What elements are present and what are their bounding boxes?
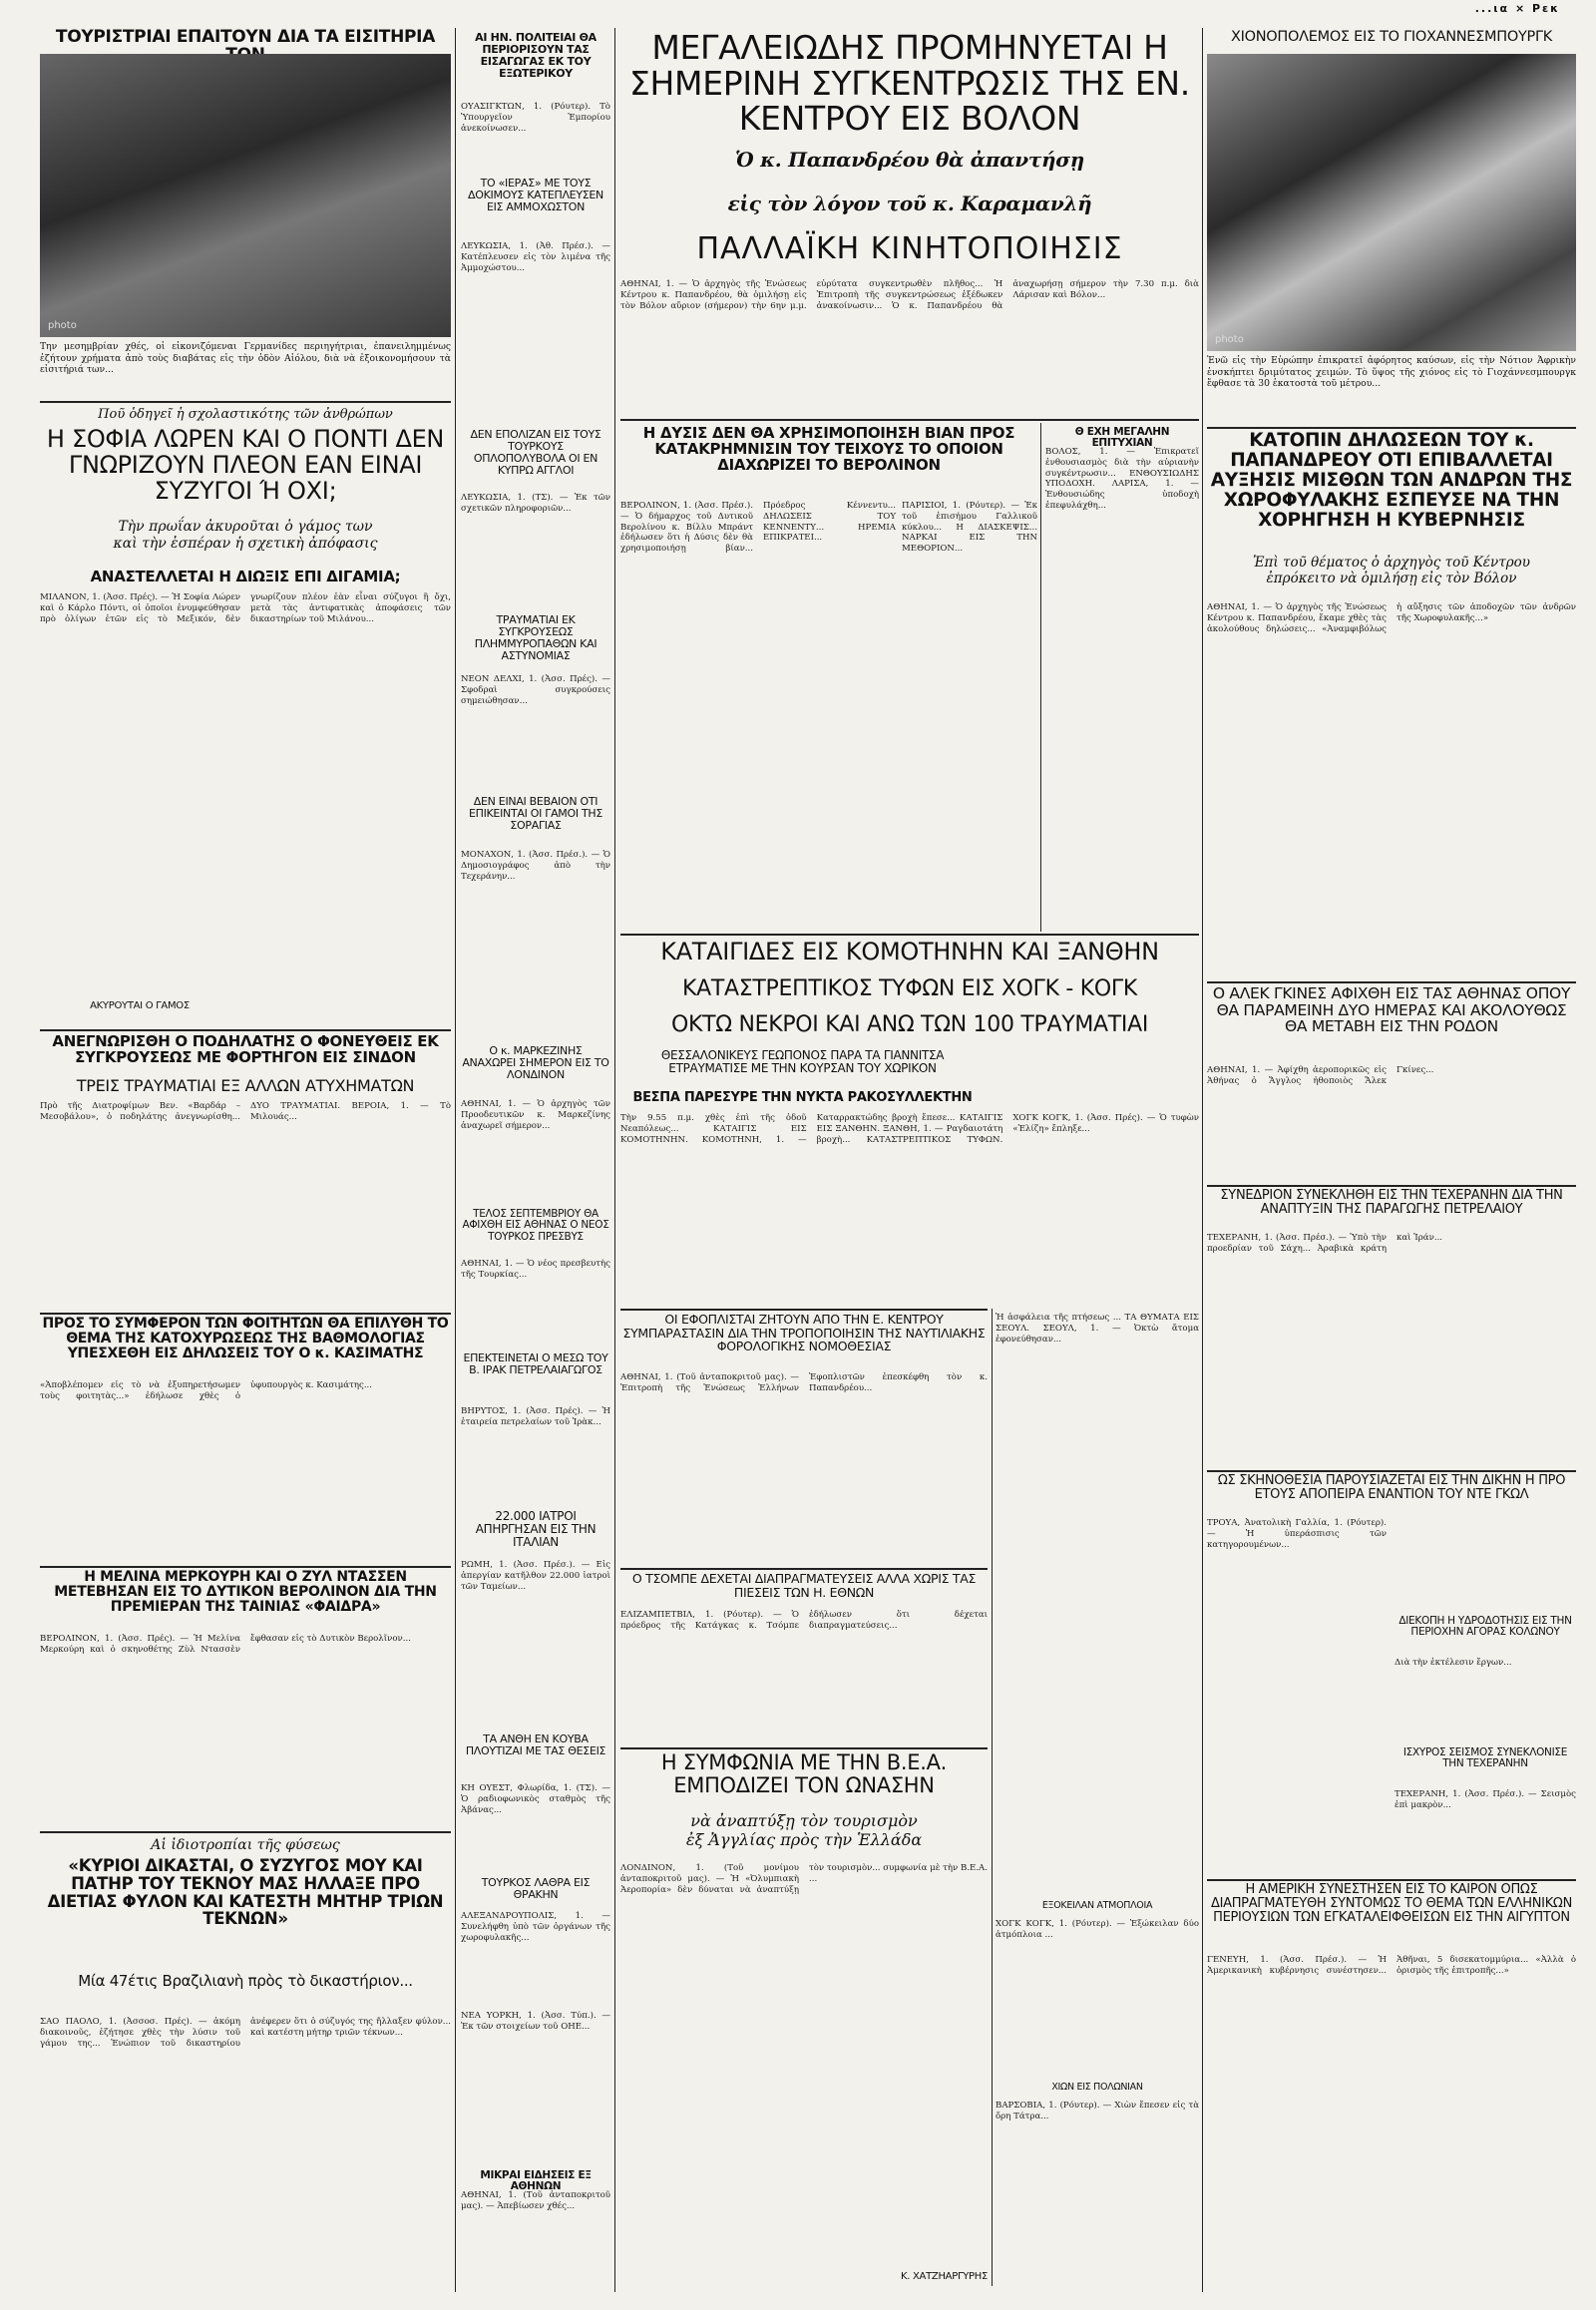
melina-article-body: ΒΕΡΟΛΙΝΟΝ, 1. (Ἀσσ. Πρές). — Ἡ Μελίνα Μερκούρη καὶ ὁ σκηνοθέτης Ζὺλ Ντασσὲν ἔφθασαν εἰς τὸ Δυτικὸν Βερολῖνον...: [40, 1634, 411, 1655]
tshombe-body: ΕΛΙΖΑΜΠΕΤΒΙΛ, 1. (Ρόυτερ). — Ὁ πρόεδρος τῆς Κατάγκας κ. Τσόμπε ἐδήλωσεν ὅτι δέχεται διαπραγματεύσεις...: [620, 1610, 988, 1631]
sofia-title: Η ΣΟΦΙΑ ΛΩΡΕΝ ΚΑΙ Ο ΠΟΝΤΙ ΔΕΝ ΓΝΩΡΙΖΟΥΝ ΠΛΕΟΝ ΕΑΝ ΕΙΝΑΙ ΣΥΖΥΓΟΙ Ή ΟΧΙ;: [46, 425, 445, 505]
snow-body: ΒΑΡΣΟΒΙΑ, 1. (Ρόυτερ). — Χιὼν ἔπεσεν εἰς τὰ ὄρη Τάτρα...: [996, 2101, 1199, 2121]
storms-article-body: Τὴν 9.55 π.μ. χθὲς ἐπὶ τῆς ὁδοῦ Νεαπόλεως... ΚΑΤΑΙΓΙΣ ΕΙΣ ΚΟΜΟΤΗΝΗΝ. ΚΟΜΟΤΗΝΗ, 1. — Καταρρακτώδης βροχὴ ἔπεσε... ΚΑΤΑΙΓΙΣ ΕΙΣ ΞΑΝΘΗΝ. ΞΑΝΘΗ, 1. — Ραγδαιοτάτη βροχὴ... ΚΑΤΑΣΤΡΕΠΤΙΚΟΣ ΤΥΦΩΝ. ΧΟΓΚ ΚΟΓΚ, 1. (Ἀσσ. Πρές). — Ὁ τυφὼν «Ἐλίζη» ἔπληξε...: [620, 1113, 1199, 1145]
corner-mark: ...ια ⨯ Ρεκ: [1474, 2, 1560, 15]
photo-caption-tourists: Την μεσημβρίαν χθές, οἱ εἰκονιζόμεναι Γερμανίδες περιηγήτριαι, ἐπανειλημμένως ἐζήτουν χρήματα ἀπὸ τοὺς διαβάτας εἰς τὴν ὁδὸν Αἰόλου, διὰ νὰ ἐξοικονομήσουν τὰ εἰσιτήριά των...: [40, 341, 451, 375]
police-title: ΚΑΤΟΠΙΝ ΔΗΛΩΣΕΩΝ ΤΟΥ κ. ΠΑΠΑΝΔΡΕΟΥ ΟΤΙ ΕΠΙΒΑΛΛΕΤΑΙ ΑΥΞΗΣΙΣ ΜΙΣΘΩΝ ΤΩΝ ΑΝΔΡΩΝ ΤΗΣ ΧΩΡΟΦΥΛΑΚΗΣ ΕΣΠΕΥΣΕ ΝΑ ΤΗΝ ΧΟΡΗΓΗΣΗ Η ΚΥΒΕΡΝΗΣΙΣ: [1210, 430, 1573, 531]
sofia-article-body: ΜΙΛΑΝΟΝ, 1. (Ἀσσ. Πρές). — Ἡ Σοφία Λώρεν καὶ ὁ Κάρλο Πόντι, οἱ ὁποῖοι ἐνυμφεύθησαν πρὸ ὀλίγων ἐτῶν εἰς τὸ Μεξικόν, δὲν γνωρίζουν πλέον ἐὰν εἶναι σύζυγοι ἢ ὄχι, μετὰ τὰς ἀντιφατικὰς ἀποφάσεις τῶν δικαστηρίων τοῦ Μιλάνου...: [40, 592, 451, 624]
cyprus-title: ΔΕΝ ΕΠΟΛΙΖΑΝ ΕΙΣ ΤΟΥΣ ΤΟΥΡΚΟΥΣ ΟΠΛΟΠΟΛΥΒΟΛΑ ΟΙ ΕΝ ΚΥΠΡΩ ΑΓΓΛΟΙ: [470, 428, 601, 477]
students-article-body: «Ἀποβλέπομεν εἰς τὸ νὰ ἐξυπηρετήσωμεν τοὺς φοιτητὰς...» ἐδήλωσε χθὲς ὁ ὑφυπουργὸς κ. Κασιμάτης...: [40, 1380, 373, 1401]
sofia-end-heading: ΑΚΥΡΟΥΤΑΙ Ο ΓΑΜΟΣ: [90, 1000, 190, 1011]
quake-title: ΙΣΧΥΡΟΣ ΣΕΙΣΜΟΣ ΣΥΝΕΚΛΟΝΙΣΕ ΤΗΝ ΤΕΧΕΡΑΝΗΝ: [1402, 1746, 1568, 1770]
onassis-signature: Κ. ΧΑΤΖΗΑΡΓΥΡΗΣ: [900, 2271, 988, 2282]
ambassador-body: ΑΘΗΝΑΙ, 1. — Ὁ νέος πρεσβευτὴς τῆς Τουρκίας...: [461, 1259, 610, 1280]
egypt-body: ΓΕΝΕΥΗ, 1. (Ἀσσ. Πρέσ.). — Ἡ Ἀμερικανικὴ κυβέρνησις συνέστησεν... Ἀθῆναι, 5 δισεκατομμύρια... «Ἀλλὰ ὁ ὁρισμὸς τῆς ἐπιτροπῆς...»: [1207, 1955, 1576, 1976]
pipeline-body: ΒΗΡΥΤΟΣ, 1. (Ἀσσ. Πρές). — Ἡ ἑταιρεία πετρελαίων τοῦ Ἰρὰκ...: [461, 1406, 610, 1427]
storms-subtitle-2: ΟΚΤΩ ΝΕΚΡΟΙ ΚΑΙ ΑΝΩ ΤΩΝ 100 ΤΡΑΥΜΑΤΙΑΙ: [670, 1012, 1149, 1037]
storms-kicker-2: ΒΕΣΠΑ ΠΑΡΕΣΥΡΕ ΤΗΝ ΝΥΚΤΑ ΡΑΚΟΣΥΛΛΕΚΤΗΝ: [632, 1090, 973, 1105]
degaulle-body: ΤΡΟΥΑ, Ἀνατολικὴ Γαλλία, 1. (Ρόυτερ). — Ἡ ὑπεράσπισις τῶν κατηγορουμένων...: [1207, 1518, 1387, 1550]
cyprus-body: ΛΕΥΚΩΣΙΑ, 1. (ΤΣ). — Ἐκ τῶν σχετικῶν πληροφοριῶν...: [461, 493, 610, 514]
import-body: ΟΥΑΣΙΓΚΤΩΝ, 1. (Ρόυτερ). Τὸ Ὑπουργεῖον Ἐμπορίου ἀνεκοίνωσεν...: [461, 102, 610, 134]
brazil-article-body: ΣΑΟ ΠΑΟΛΟ, 1. (Ἀσσοσ. Πρές). — ἀκόμη διακοινοῦς, ἐζήτησε χθὲς τὴν λύσιν τοῦ γάμου της... Ἐνώπιον τοῦ δικαστηρίου ἀνέφερεν ὅτι ὁ σύζυγός της ἤλλαξεν φύλον... καὶ κατέστη μήτηρ τριῶν τέκνων...: [40, 2017, 451, 2049]
gold-body: ΑΛΕΞΑΝΔΡΟΥΠΟΛΙΣ, 1. — Συνελήφθη ὑπὸ τῶν ὀργάνων τῆς χωροφυλακῆς...: [461, 1911, 610, 1943]
ships-title: ΕΞΟΚΕΙΛΑΝ ΑΤΜΟΠΛΟΙΑ: [1041, 1900, 1153, 1911]
onassis-title: Η ΣΥΜΦΩΝΙΑ ΜΕ ΤΗΝ Β.Ε.Α. ΕΜΠΟΔΙΖΕΙ ΤΟΝ ΩΝΑΣΗΝ: [660, 1750, 948, 1797]
wounded-body: ΝΕΟΝ ΔΕΛΧΙ, 1. (Ἀσσ. Πρές). — Σφοδραὶ συγκρούσεις σημειώθησαν...: [461, 674, 610, 706]
photo-tourists: photo: [40, 54, 451, 337]
bike-subtitle: ΤΡΕΙΣ ΤΡΑΥΜΑΤΙΑΙ ΕΞ ΑΛΛΩΝ ΑΤΥΧΗΜΑΤΩΝ: [76, 1076, 415, 1095]
party-title: Θ ΕΧΗ ΜΕΓΑΛΗΝ ΕΠΙΤΥΧΙΑΝ: [1074, 426, 1170, 450]
shipowners-title: ΟΙ ΕΦΟΠΛΙΣΤΑΙ ΖΗΤΟΥΝ ΑΠΟ ΤΗΝ Ε. ΚΕΝΤΡΟΥ ΣΥΜΠΑΡΑΣΤΑΣΙΝ ΔΙΑ ΤΗΝ ΤΡΟΠΟΠΟΙΗΣΙΝ ΤΗΣ ΝΑΥΤΙΛΙΑΚΗΣ ΦΟΡΟΛΟΓΙΚΗΣ ΝΟΜΟΘΕΣΙΑΣ: [622, 1312, 986, 1353]
ny-body: ΝΕΑ ΥΟΡΚΗ, 1. (Ἀσσ. Τύπ.). — Ἐκ τῶν στοιχείων τοῦ ΟΗΕ...: [461, 2011, 610, 2032]
main-banner: ΠΑΛΛΑΪΚΗ ΚΙΝΗΤΟΠΟΙΗΣΙΣ: [696, 231, 1123, 266]
brazil-title: «ΚΥΡΙΟΙ ΔΙΚΑΣΤΑΙ, Ο ΣΥΖΥΓΟΣ ΜΟΥ ΚΑΙ ΠΑΤΗΡ ΤΟΥ ΤΕΚΝΟΥ ΜΑΣ ΗΛΛΑΞΕ ΠΡΟ ΔΙΕΤΙΑΣ ΦΥΛΟΝ ΚΑΙ ΚΑΤΕΣΤΗ ΜΗΤΗΡ ΤΡΙΩΝ ΤΕΚΝΩΝ»: [47, 1856, 444, 1929]
berlin-article-body: ΒΕΡΟΛΙΝΟΝ, 1. (Ἀσσ. Πρέσ.). — Ὁ δήμαρχος τοῦ Δυτικοῦ Βερολίνου κ. Βίλλυ Μπράντ ἐδήλωσεν ὅτι ἡ Δύσις δὲν θὰ χρησιμοποιήσῃ βίαν... Πρόεδρος Κέννεντυ... ΔΗΛΩΣΕΙΣ ΤΟΥ ΚΕΝΝΕΝΤΥ... ΗΡΕΜΙΑ ΕΠΙΚΡΑΤΕΙ...: [620, 501, 896, 555]
doctors-body: ΡΩΜΗ, 1. (Ἀσσ. Πρέσ.). — Εἰς ἀπεργίαν κατῆλθον 22.000 ἰατροὶ τῶν Ταμείων...: [461, 1560, 610, 1592]
egypt-title: Η ΑΜΕΡΙΚΗ ΣΥΝΕΣΤΗΣΕΝ ΕΙΣ ΤΟ ΚΑΙΡΟΝ ΟΠΩΣ ΔΙΑΠΡΑΓΜΑΤΕΥΘΗ ΣΥΝΤΟΜΩΣ ΤΟ ΘΕΜΑ ΤΩΝ ΕΛΛΗΝΙΚΩΝ ΠΕΡΙΟΥΣΙΩΝ ΤΩΝ ΕΓΚΑΤΑΛΕΙΦΘΕΙΣΩΝ ΕΙΣ ΤΗΝ ΑΙΓΥΠΤΟΝ: [1210, 1882, 1572, 1926]
snowfight-photo-title: ΧΙΟΝΟΠΟΛΕΜΟΣ ΕΙΣ ΤΟ ΓΙΟΧΑΝΝΕΣΜΠΟΥΡΓΚ: [1231, 29, 1552, 45]
degaulle-title: ΩΣ ΣΚΗΝΟΘΕΣΙΑ ΠΑΡΟΥΣΙΑΖΕΤΑΙ ΕΙΣ ΤΗΝ ΔΙΚΗΝ Η ΠΡΟ ΕΤΟΥΣ ΑΠΟΠΕΙΡΑ ΕΝΑΝΤΙΟΝ ΤΟΥ ΝΤΕ ΓΚΩΛ: [1217, 1473, 1566, 1503]
makarios-body: ΑΘΗΝΑΙ, 1. — Ὁ ἀρχηγὸς τῶν Προοδευτικῶν κ. Μαρκεζίνης ἀναχωρεῖ σήμερον...: [461, 1099, 610, 1131]
weddings-title: ΔΕΝ ΕΙΝΑΙ ΒΕΒΑΙΟΝ ΟΤΙ ΕΠΙΚΕΙΝΤΑΙ ΟΙ ΓΑΜΟΙ ΤΗΣ ΣΟΡΑΓΙΑΣ: [468, 795, 603, 832]
weddings-body: ΜΟΝΑΧΟΝ, 1. (Ἀσσ. Πρέσ.). — Ὁ Δημοσιογράφος ἀπὸ τὴν Τεχεράνην...: [461, 850, 610, 882]
party-body: ΒΟΛΟΣ, 1. — Ἐπικρατεῖ ἐνθουσιασμὸς διὰ τὴν αὐριανὴν συγκέντρωσιν... ΕΝΘΟΥΣΙΩΔΗΣ ΥΠΟΔΟΧΗ. ΛΑΡΙΣΑ, 1. — Ἐνθουσιώδης ὑποδοχὴ ἐπεφυλάχθη...: [1045, 447, 1199, 512]
guinness-body: ΑΘΗΝΑΙ, 1. — Ἀφίχθη ἀεροπορικῶς εἰς Ἀθήνας ὁ Ἄγγλος ἠθοποιὸς Ἄλεκ Γκίνες...: [1207, 1065, 1434, 1086]
sacred-title: ΤΟ «ΙΕΡΑΣ» ΜΕ ΤΟΥΣ ΔΟΚΙΜΟΥΣ ΚΑΤΕΠΛΕΥΣΕΝ ΕΙΣ ΑΜΜΟΧΩΣΤΟΝ: [468, 177, 603, 213]
police-subtitles: Ἐπὶ τοῦ θέματος ὁ ἀρχηγὸς τοῦ Κέντρου ἐπρόκειτο νὰ ὁμιλήσῃ εἰς τὸν Βόλον: [1253, 555, 1530, 587]
onassis-subtitles: νὰ ἀναπτύξῃ τὸν τουρισμὸν ἐξ Ἀγγλίας πρὸς τὴν Ἑλλάδα: [685, 1811, 923, 1850]
wounded-title: ΤΡΑΥΜΑΤΙΑΙ ΕΚ ΣΥΓΚΡΟΥΣΕΩΣ ΠΛΗΜΜΥΡΟΠΑΘΩΝ ΚΑΙ ΑΣΤΥΝΟΜΙΑΣ: [474, 613, 598, 662]
sofia-kicker: Ποῦ ὁδηγεῖ ἡ σχολαστικότης τῶν ἀνθρώπων: [98, 407, 393, 422]
berlin-right-body: ΠΑΡΙΣΙΟΙ, 1. (Ρόυτερ). — Ἐκ τοῦ ἐπισήμου Γαλλικοῦ κύκλου... Η ΔΙΑΣΚΕΨΙΣ... ΝΑΡΚΑΙ ΕΙΣ ΤΗΝ ΜΕΘΟΡΙΟΝ...: [902, 501, 1037, 555]
quake-body: ΤΕΧΕΡΑΝΗ, 1. (Ἀσσ. Πρέσ.). — Σεισμὸς ἐπὶ μακρὸν...: [1395, 1789, 1576, 1810]
photo-snowfight: photo: [1207, 54, 1576, 351]
sofia-sub3: ΑΝΑΣΤΕΛΛΕΤΑΙ Η ΔΙΩΞΙΣ ΕΠΙ ΔΙΓΑΜΙΑ;: [90, 568, 401, 585]
small-news-body: ΑΘΗΝΑΙ, 1. (Τοῦ ἀνταποκριτοῦ μας). — Ἀπεβίωσεν χθές...: [461, 2190, 610, 2211]
ships-body: ΧΟΓΚ ΚΟΓΚ, 1. (Ρόυτερ). — Ἐξώκειλαν δύο ἀτμόπλοια ...: [996, 1919, 1199, 1940]
sofia-subtitles: Τὴν πρωΐαν ἀκυροῦται ὁ γάμος των καὶ τὴν ἑσπέραν ἡ σχετικὴ ἀπόφασις: [113, 519, 378, 552]
storms-continued-body: Ἡ ἀσφάλεια τῆς πτήσεως ... ΤΑ ΘΥΜΑΤΑ ΕΙΣ ΣΕΟΥΛ. ΣΕΟΥΛ, 1. — Ὀκτὼ ἄτομα ἐφονεύθησαν...: [996, 1313, 1199, 1345]
water-title: ΔΙΕΚΟΠΗ Η ΥΔΡΟΔΟΤΗΣΙΣ ΕΙΣ ΤΗΝ ΠΕΡΙΟΧΗΝ ΑΓΟΡΑΣ ΚΟΛΩΝΟΥ: [1398, 1615, 1572, 1639]
berlin-title: Η ΔΥΣΙΣ ΔΕΝ ΘΑ ΧΡΗΣΙΜΟΠΟΙΗΣΗ ΒΙΑΝ ΠΡΟΣ ΚΑΤΑΚΡΗΜΝΙΣΙΝ ΤΟΥ ΤΕΙΧΟΥΣ ΤΟ ΟΠΟΙΟΝ ΔΙΑΧΩΡΙΖΕΙ ΤΟ ΒΕΡΟΛΙΝΟΝ: [642, 424, 1015, 475]
police-body: ΑΘΗΝΑΙ, 1. — Ὁ ἀρχηγὸς τῆς Ἑνώσεως Κέντρου κ. Παπανδρέου, ἔκαμε χθὲς τὰς ἀκολούθους δηλώσεις... «Ἀναμφιβόλως ἡ αὔξησις τῶν ἀποδοχῶν τῶν ἀνδρῶν τῆς Χωροφυλακῆς...»: [1207, 602, 1576, 634]
small-news-title: ΜΙΚΡΑΙ ΕΙΔΗΣΕΙΣ ΕΞ ΑΘΗΝΩΝ: [480, 2169, 592, 2193]
brazil-subtitle: Μία 47έτις Βραζιλιανὴ πρὸς τὸ δικαστήριον...: [78, 1972, 413, 1990]
snow-title: ΧΙΩΝ ΕΙΣ ΠΟΛΩΝΙΑΝ: [1051, 2082, 1143, 2093]
students-title: ΠΡΟΣ ΤΟ ΣΥΜΦΕΡΟΝ ΤΩΝ ΦΟΙΤΗΤΩΝ ΘΑ ΕΠΙΛΥΘΗ ΤΟ ΘΕΜΑ ΤΗΣ ΚΑΤΟΧΥΡΩΣΕΩΣ ΤΗΣ ΒΑΘΜΟΛΟΓΙΑΣ ΥΠΕΣΧΕΘΗ ΕΙΣ ΔΗΛΩΣΕΙΣ ΤΟΥ Ο κ. ΚΑΣΙΜΑΤΗΣ: [42, 1316, 449, 1362]
tehran-title: ΣΥΝΕΔΡΙΟΝ ΣΥΝΕΚΛΗΘΗ ΕΙΣ ΤΗΝ ΤΕΧΕΡΑΝΗΝ ΔΙΑ ΤΗΝ ΑΝΑΠΤΥΞΙΝ ΤΗΣ ΠΑΡΑΓΩΓΗΣ ΠΕΤΡΕΛΑΙΟΥ: [1220, 1188, 1563, 1218]
shipowners-body: ΑΘΗΝΑΙ, 1. (Τοῦ ἀνταποκριτοῦ μας). — Ἐπιτροπὴ τῆς Ἑνώσεως Ἑλλήνων Ἐφοπλιστῶν ἐπεσκέφθη τὸν κ. Παπανδρέου...: [620, 1372, 988, 1393]
tehran-body: ΤΕΧΕΡΑΝΗ, 1. (Ἀσσ. Πρέσ.). — Ὑπὸ τὴν προεδρίαν τοῦ Σάχη... Ἀραβικὰ κράτη καὶ Ἰράν...: [1207, 1233, 1443, 1254]
makarios-title: Ο κ. ΜΑΡΚΕΖΙΝΗΣ ΑΝΑΧΩΡΕΙ ΣΗΜΕΡΟΝ ΕΙΣ ΤΟ ΛΟΝΔΙΝΟΝ: [462, 1044, 609, 1081]
main-subtitle-1: Ὁ κ. Παπανδρέου θὰ ἀπαντήσῃ: [735, 148, 1084, 172]
ambassador-title: ΤΕΛΟΣ ΣΕΠΤΕΜΒΡΙΟΥ ΘΑ ΑΦΙΧΘΗ ΕΙΣ ΑΘΗΝΑΣ Ο ΝΕΟΣ ΤΟΥΡΚΟΣ ΠΡΕΣΒΥΣ: [462, 1208, 609, 1243]
storms-kicker-1: ΘΕΣΣΑΛΟΝΙΚΕΥΣ ΓΕΩΠΟΝΟΣ ΠΑΡΑ ΤΑ ΓΙΑΝΝΙΤΣΑ ΕΤΡΑΥΜΑΤΙΣΕ ΜΕ ΤΗΝ ΚΟΥΡΣΑΝ ΤΟΥ ΧΩΡΙΚΟΝ: [660, 1048, 945, 1075]
snowfight-caption: Ἐνῶ εἰς τὴν Εὐρώπην ἐπικρατεῖ ἀφόρητος καύσων, εἰς τὴν Νότιον Ἀφρικὴν ἐνσκήπτει δριμύτατος χειμών. Τὸ ὕψος τῆς χιόνος εἰς τὸ Γιοχάννεσμπουργκ ἔφθασε τὰ 30 ἑκατοστὰ τοῦ μέτρου...: [1207, 355, 1576, 389]
bike-article-body: Πρὸ τῆς Διατροφίμων Βεν. «Βαρδάρ – Μεσοβάλου», ὁ ποδηλάτης ἀνεγνωρίσθη... ΔΥΟ ΤΡΑΥΜΑΤΙΑΙ. ΒΕΡΟΙΑ, 1. — Τὸ Μιλουάς...: [40, 1101, 451, 1122]
guinness-title: Ο ΑΛΕΚ ΓΚΙΝΕΣ ΑΦΙΧΘΗ ΕΙΣ ΤΑΣ ΑΘΗΝΑΣ ΟΠΟΥ ΘΑ ΠΑΡΑΜΕΙΝΗ ΔΥΟ ΗΜΕΡΑΣ ΚΑΙ ΑΚΟΛΟΥΘΩΣ ΘΑ ΜΕΤΑΒΗ ΕΙΣ ΤΗΝ ΡΟΔΟΝ: [1212, 984, 1571, 1036]
import-title: ΑΙ ΗΝ. ΠΟΛΙΤΕΙΑΙ ΘΑ ΠΕΡΙΟΡΙΣΟΥΝ ΤΑΣ ΕΙΣΑΓΩΓΑΣ ΕΚ ΤΟΥ ΕΞΩΤΕΡΙΚΟΥ: [475, 31, 597, 80]
melina-title: Η ΜΕΛΙΝΑ ΜΕΡΚΟΥΡΗ ΚΑΙ Ο ΖΥΛ ΝΤΑΣΣΕΝ ΜΕΤΕΒΗΣΑΝ ΕΙΣ ΤΟ ΔΥΤΙΚΟΝ ΒΕΡΟΛΙΝΟΝ ΔΙΑ ΤΗΝ ΠΡΕΜΙΕΡΑΝ ΤΗΣ ΤΑΙΝΙΑΣ «ΦΑΙΔΡΑ»: [54, 1569, 437, 1616]
doctors-title: 22.000 ΙΑΤΡΟΙ ΑΠΗΡΓΗΣΑΝ ΕΙΣ ΤΗΝ ΙΤΑΛΙΑΝ: [475, 1509, 597, 1549]
gold-title: ΤΟΥΡΚΟΣ ΛΑΘΡΑ ΕΙΣ ΘΡΑΚΗΝ: [481, 1876, 591, 1901]
storms-title: ΚΑΤΑΙΓΙΔΕΣ ΕΙΣ ΚΟΜΟΤΗΝΗΝ ΚΑΙ ΞΑΝΘΗΝ: [660, 938, 1159, 965]
photo-title-tourists: ΤΟΥΡΙΣΤΡΙΑΙ ΕΠΑΙΤΟΥΝ ΔΙΑ ΤΑ ΕΙΣΙΤΗΡΙΑ: [55, 27, 436, 47]
bike-title: ΑΝΕΓΝΩΡΙΣΘΗ Ο ΠΟΔΗΛΑΤΗΣ Ο ΦΟΝΕΥΘΕΙΣ ΕΚ ΣΥΓΚΡΟΥΣΕΩΣ ΜΕ ΦΟΡΤΗΓΟΝ ΕΙΣ ΣΙΝΔΟΝ: [52, 1032, 439, 1067]
brazil-kicker: Αἱ ἰδιοτροπίαι τῆς φύσεως: [151, 1837, 340, 1853]
main-headline: ΜΕΓΑΛΕΙΩΔΗΣ ΠΡΟΜΗΝΥΕΤΑΙ Η ΣΗΜΕΡΙΝΗ ΣΥΓΚΕΝΤΡΩΣΙΣ ΤΗΣ ΕΝ. ΚΕΝΤΡΟΥ ΕΙΣ ΒΟΛΟΝ: [628, 28, 1191, 139]
water-body: Διὰ τὴν ἐκτέλεσιν ἔργων...: [1395, 1658, 1512, 1668]
main-subtitle-2: εἰς τὸν λόγον τοῦ κ. Καραμανλῆ: [727, 192, 1092, 215]
sacred-body: ΛΕΥΚΩΣΙΑ, 1. (Ἀθ. Πρέσ.). — Κατέπλευσεν εἰς τὸν λιμένα τῆς Ἀμμοχώστου...: [461, 241, 610, 273]
tshombe-title: Ο ΤΣΟΜΠΕ ΔΕΧΕΤΑΙ ΔΙΑΠΡΑΓΜΑΤΕΥΣΕΙΣ ΑΛΛΑ ΧΩΡΙΣ ΤΑΣ ΠΙΕΣΕΙΣ ΤΩΝ Η. ΕΘΝΩΝ: [631, 1571, 977, 1600]
cuba-title: ΤΑ ΑΝΘΗ ΕΝ ΚΟΥΒΑ ΠΛΟΥΤΙΖΑΙ ΜΕ ΤΑΣ ΘΕΣΕΙΣ: [465, 1732, 606, 1757]
onassis-body: ΛΟΝΔΙΝΟΝ, 1. (Τοῦ μονίμου ἀνταποκριτοῦ μας). — Ἡ «Ὀλυμπιακὴ Ἀεροπορία» δὲν δύναται νὰ ἀναπτύξῃ τὸν τουρισμὸν... συμφωνία μὲ τὴν Β.Ε.Α. ...: [620, 1863, 988, 1895]
pipeline-title: ΕΠΕΚΤΕΙΝΕΤΑΙ Ο ΜΕΣΩ ΤΟΥ Β. ΙΡΑΚ ΠΕΤΡΕΛΑΙΑΓΩΓΟΣ: [463, 1351, 608, 1376]
cuba-body: ΚΗ ΟΥΕΣΤ, Φλωρίδα, 1. (ΤΣ). — Ὁ ραδιοφωνικὸς σταθμὸς τῆς Ἀβάνας...: [461, 1783, 610, 1815]
storms-subtitle-1: ΚΑΤΑΣΤΡΕΠΤΙΚΟΣ ΤΥΦΩΝ ΕΙΣ ΧΟΓΚ - ΚΟΓΚ: [682, 976, 1137, 1001]
main-article-body: ΑΘΗΝΑΙ, 1. — Ὁ ἀρχηγὸς τῆς Ἑνώσεως Κέντρου κ. Παπανδρέου, θὰ ὁμιλήσῃ εἰς τὸν Βόλον αὔριον (σήμερον) τὴν 6ην μ.μ. εὐρύτατα συγκεντρωθὲν πλῆθος... Ἡ Ἐπιτροπὴ τῆς συγκεντρώσεως ἐξέδωκεν ἀνακοίνωσιν... Ὁ κ. Παπανδρέου θὰ ἀναχωρήσῃ σήμερον τὴν 7.30 π.μ. διὰ Λάρισαν καὶ Βόλον...: [620, 279, 1199, 311]
